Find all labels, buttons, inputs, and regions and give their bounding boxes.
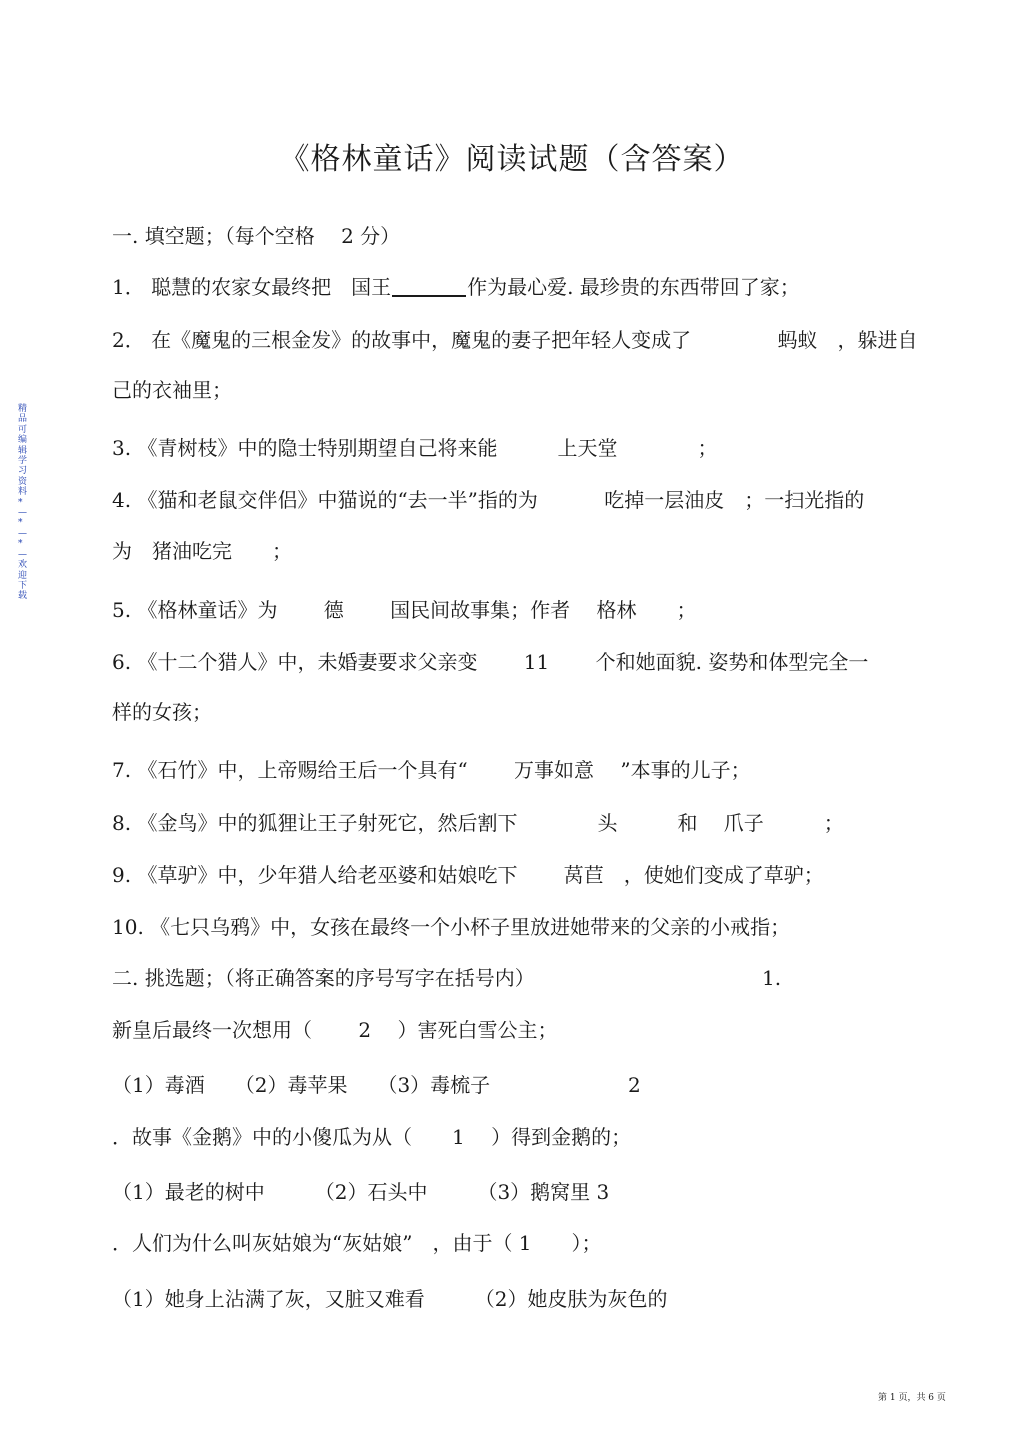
question-3: 3. 《青树枝》中的隐士特别期望自己将来能 上天堂 ； [112, 436, 718, 460]
choice-question-1-options: （1）毒酒 （2）毒苹果 （3）毒梳子 [112, 1073, 491, 1097]
question-6-line-1: 6. 《十二个猎人》中，未婚妻要求父亲变 11 个和她面貌. 姿势和体型完全一 [112, 650, 869, 674]
question-1-pre: 1． 聪慧的农家女最终把 国王 [112, 275, 392, 299]
fill-section-header: 一. 填空题；（每个空格 2 分） [112, 224, 401, 248]
question-10: 10. 《七只乌鸦》中，女孩在最终一个小杯子里放进她带来的父亲的小戒指； [112, 915, 791, 939]
side-watermark-note: 精品可编辑学习资料*—*—*—欢迎下载 [18, 404, 28, 602]
choice-question-3-options: （1）她身上沾满了灰，又脏又难看 （2）她皮肤为灰色的 [112, 1287, 668, 1311]
choice-question-2-number: 2 [628, 1073, 641, 1097]
choice-question-1-number: 1. [762, 966, 782, 990]
page-number-footer: 第 1 页，共 6 页 [878, 1393, 946, 1403]
question-2-line-1: 2． 在《魔鬼的三根金发》的故事中，魔鬼的妻子把年轻人变成了 蚂蚁 ，躲进自 [112, 328, 918, 352]
question-8: 8. 《金鸟》中的狐狸让王子射死它，然后割下 头 和 爪子 ； [112, 811, 844, 835]
choice-section-header: 二. 挑选题；（将正确答案的序号写字在括号内） [112, 966, 535, 990]
question-9: 9. 《草驴》中，少年猎人给老巫婆和姑娘吃下 莴苣 ，使她们变成了草驴； [112, 863, 824, 887]
question-6-line-2: 样的女孩； [112, 700, 212, 724]
question-1-post: 作为最心爱. 最珍贵的东西带回了家； [467, 275, 800, 299]
choice-question-3-stem: ．人们为什么叫灰姑娘为“灰姑娘” ，由于（ 1 ）； [112, 1231, 602, 1255]
choice-question-2-stem: ．故事《金鹅》中的小傻瓜为从（ 1 ）得到金鹅的； [112, 1125, 632, 1149]
choice-question-1-stem: 新皇后最终一次想用（ 2 ）害死白雪公主； [112, 1018, 558, 1042]
question-2-line-2: 己的衣袖里； [112, 378, 232, 402]
answer-blank [392, 275, 466, 297]
question-5: 5. 《格林童话》为 德 国民间故事集；作者 格林 ； [112, 598, 697, 622]
choice-question-2-options: （1）最老的树中 （2）石头中 （3）鹅窝里 3 [112, 1180, 610, 1204]
document-title: 《格林童话》阅读试题（含答案） [279, 142, 745, 177]
question-1 [112, 274, 800, 300]
question-4-line-2: 为 猪油吃完 ； [112, 539, 292, 563]
question-4-line-1: 4. 《猫和老鼠交伴侣》中猫说的“去一半”指的为 吃掉一层油皮 ；一扫光指的 [112, 488, 865, 512]
question-7: 7. 《石竹》中，上帝赐给王后一个具有“ 万事如意 ”本事的儿子； [112, 758, 751, 782]
